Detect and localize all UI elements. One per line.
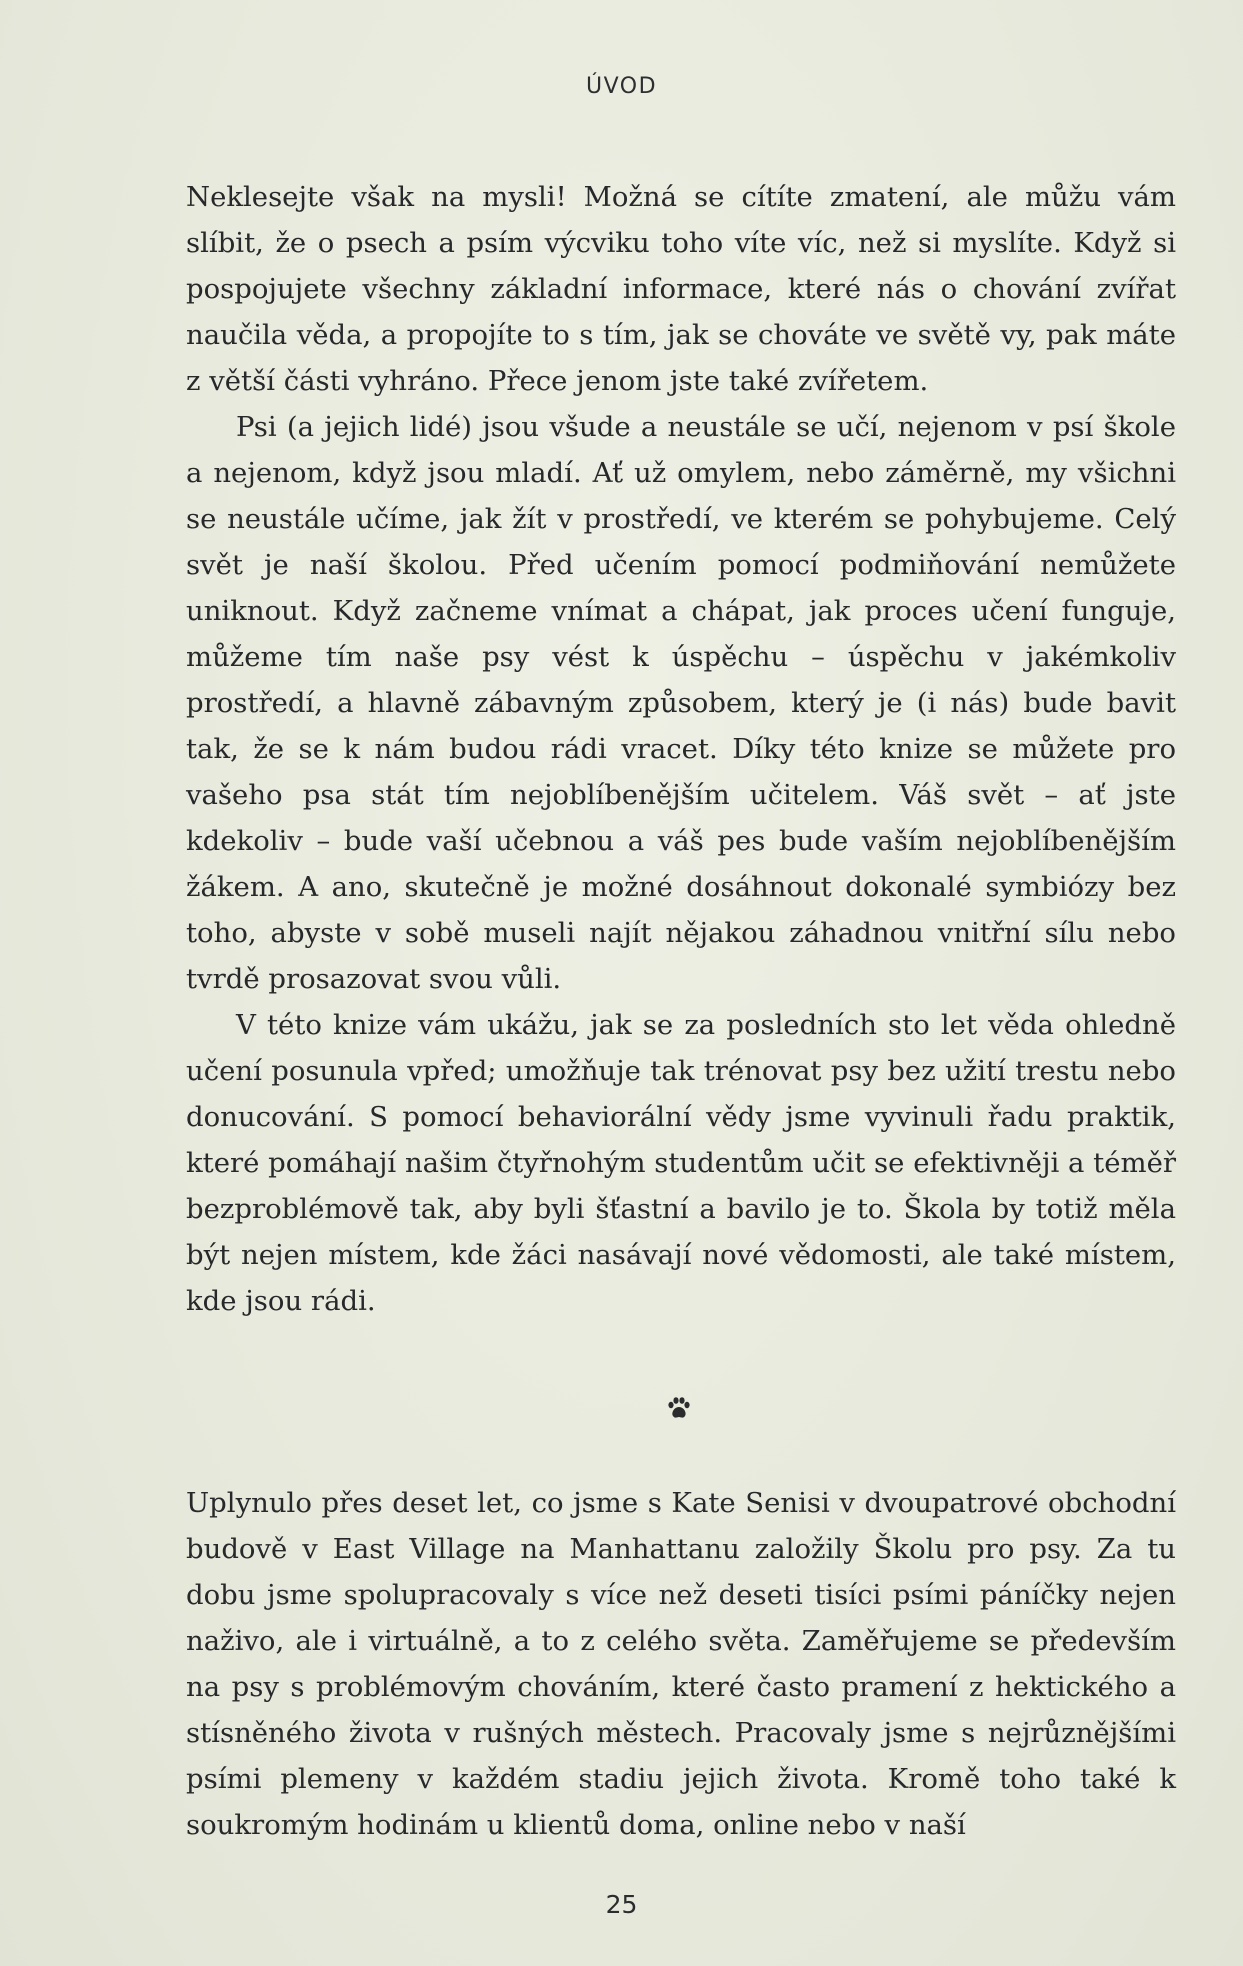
paragraph: Uplynulo přes deset let, co jsme s Kate Senisi v dvoupatrové obchodní budově v East Village na Manhattanu založily Školu pro psy. Za tu dobu jsme spolupracovaly s více než deseti tisíci psími páníčky nejen naživo, ale i virtuálně, a to z celého světa. Zaměřujeme se především na psy s problémovým chováním, které často pramení z hektického a stísněného života v rušných městech. Pracovaly jsme s nejrůznějšími psími plemeny v každém stadiu jejich života. Kromě toho také k soukromým hodinám u klientů doma, online nebo v naší bbox=[186, 1487, 1176, 1841]
page-number: 25 bbox=[605, 1890, 638, 1919]
running-head: ÚVOD bbox=[585, 74, 658, 99]
body-text-section-1 bbox=[186, 174, 1176, 1324]
paragraph: Psi (a jejich lidé) jsou všude a neustále se učí, nejenom v psí škole a nejenom, když jsou mladí. Ať už omylem, nebo záměrně, my všichni se neustále učíme, jak žít v prostředí, ve kterém se pohybujeme. Celý svět je naší školou. Před učením pomocí podmiňování nemůžete uniknout. Když začneme vnímat a chápat, jak proces učení funguje, můžeme tím naše psy vést k úspěchu – úspěchu v jakémkoliv prostředí, a hlavně zábavným způsobem, který je (i nás) bude bavit tak, že se k nám budou rádi vracet. Díky této knize se můžete pro vašeho psa stát tím nejoblíbenějším učitelem. Váš svět – ať jste kdekoliv – bude vaší učebnou a váš pes bude vaším nejoblíbenějším žákem. A ano, skutečně je možné dosáhnout dokonalé symbiózy bez toho, abyste v sobě museli najít nějakou záhadnou vnitřní sílu nebo tvrdě prosazovat svou vůli. bbox=[186, 411, 1176, 995]
paw-print-icon bbox=[666, 1396, 692, 1422]
paragraph: Neklesejte však na mysli! Možná se cítíte zmatení, ale můžu vám slíbit, že o psech a psím výcviku toho víte víc, než si myslíte. Když si pospojujete všechny základní informace, které nás o chování zvířat naučila věda, a propojíte to s tím, jak se chováte ve světě vy, pak máte z větší části vyhráno. Přece jenom jste také zvířetem. bbox=[186, 181, 1176, 397]
paragraph: V této knize vám ukážu, jak se za posledních sto let věda ohledně učení posunula vpřed; umožňuje tak trénovat psy bez užití trestu nebo donucování. S pomocí behaviorální vědy jsme vyvinuli řadu praktik, které pomáhají našim čtyřnohým studentům učit se efektivněji a téměř bezproblémově tak, aby byli šťastní a bavilo je to. Škola by totiž měla být nejen místem, kde žáci nasávají nové vědomosti, ale také místem, kde jsou rádi. bbox=[186, 1009, 1176, 1317]
body-text-section-2 bbox=[186, 1480, 1176, 1848]
